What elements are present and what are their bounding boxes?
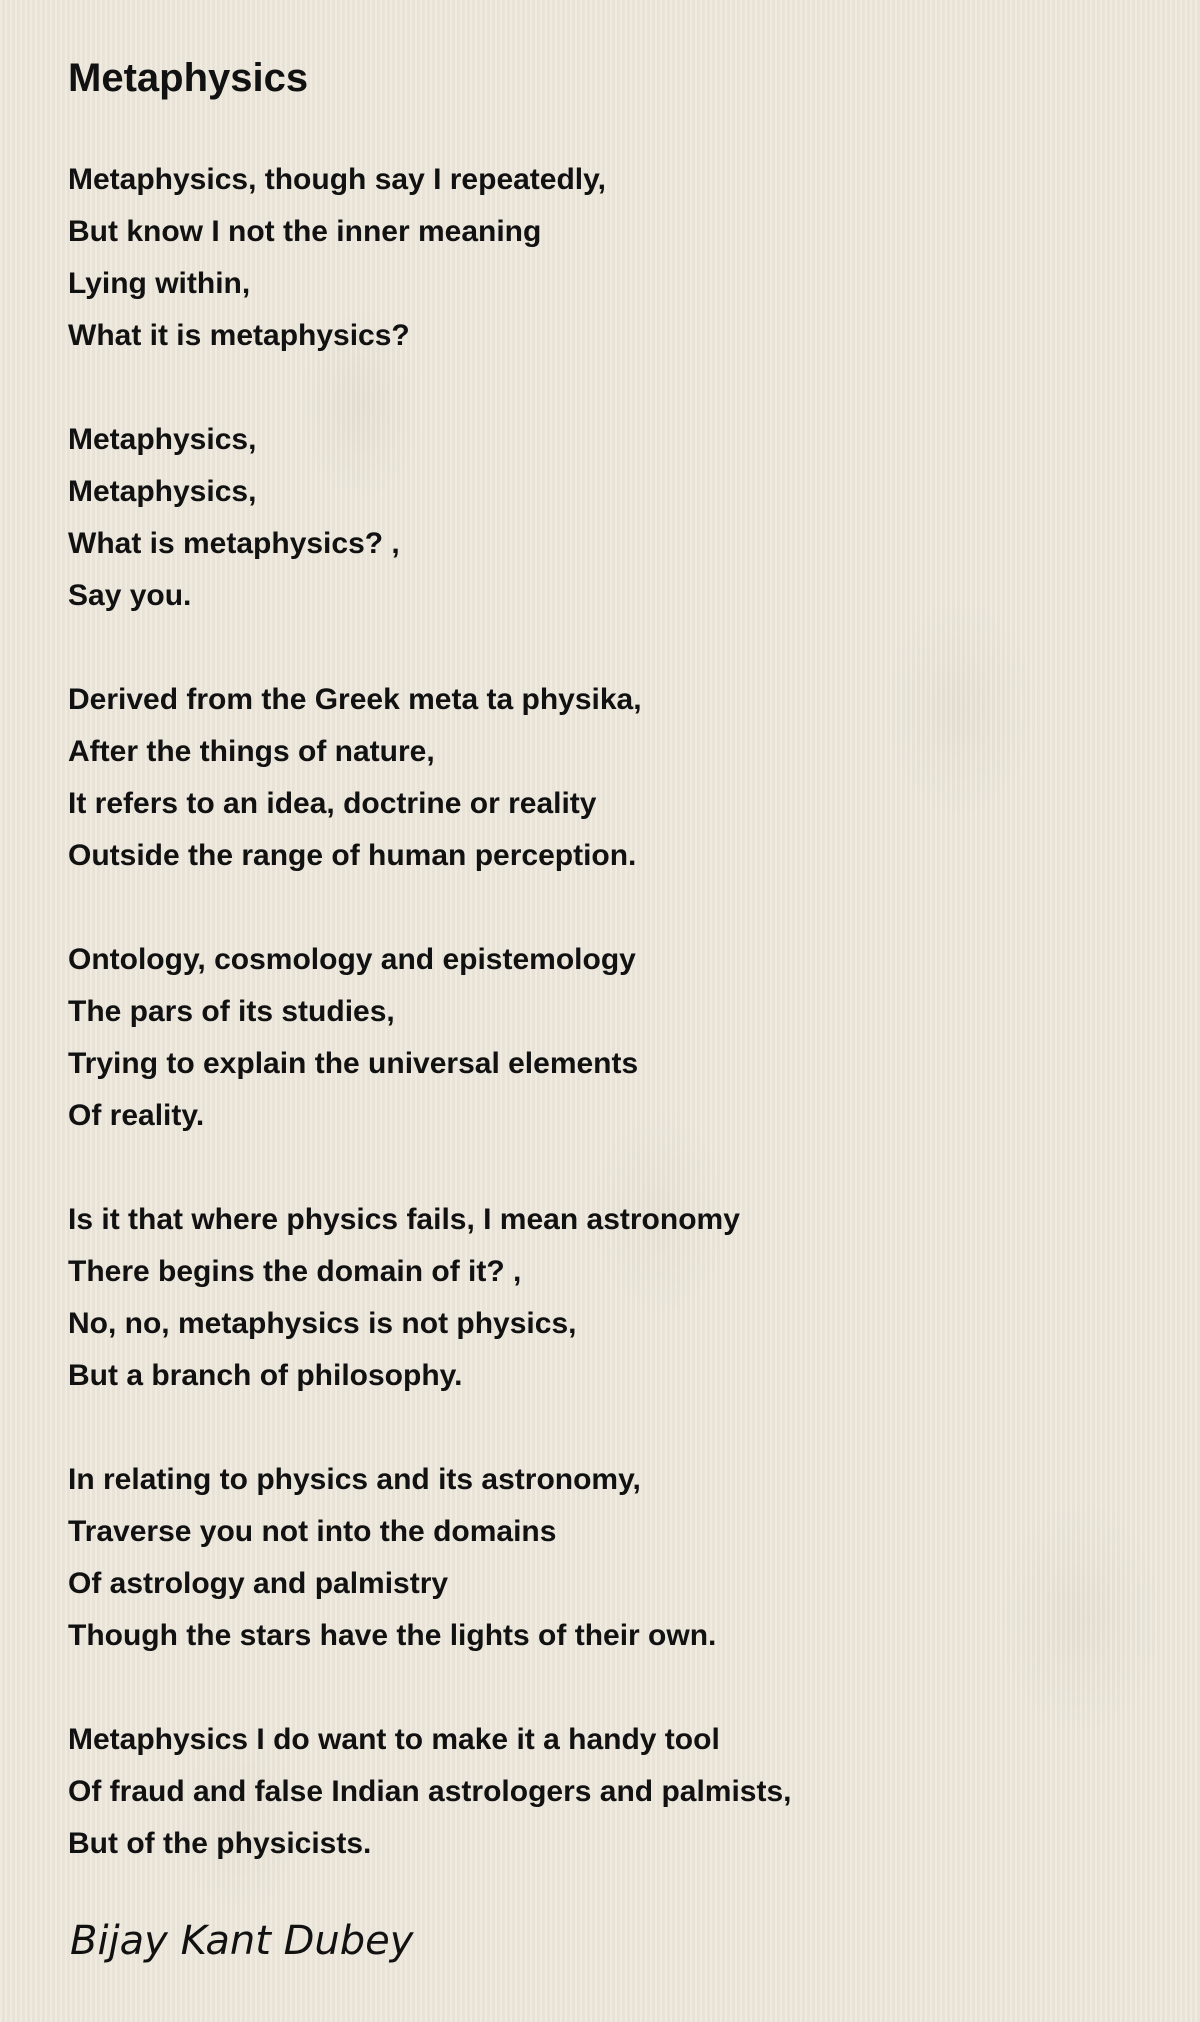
poem-line: But know I not the inner meaning <box>68 215 542 248</box>
stanza <box>68 674 1148 882</box>
poem-line: Traverse you not into the domains <box>68 1515 557 1548</box>
poem-line: Metaphysics, <box>68 475 257 508</box>
poem-line: Metaphysics, <box>68 423 257 456</box>
poem-line: No, no, metaphysics is not physics, <box>68 1307 577 1340</box>
poem-line: Ontology, cosmology and epistemology <box>68 943 636 976</box>
poem-line: Of astrology and palmistry <box>68 1567 449 1600</box>
poem-line: Metaphysics, though say I repeatedly, <box>68 163 606 196</box>
poem-line: Metaphysics I do want to make it a handy tool <box>68 1723 720 1756</box>
poem-line: Outside the range of human perception. <box>68 839 637 872</box>
stanza <box>68 934 1148 1142</box>
stanza <box>68 1194 1148 1402</box>
poem-page <box>68 50 1148 1922</box>
poem-line: What it is metaphysics? <box>68 319 410 352</box>
poem-line: Is it that where physics fails, I mean astronomy <box>68 1203 740 1236</box>
poem-line: Though the stars have the lights of their own. <box>68 1619 717 1652</box>
poem-body <box>68 154 1148 1870</box>
poem-line: But of the physicists. <box>68 1827 372 1860</box>
poem-line: What is metaphysics? , <box>68 527 400 560</box>
poem-line: The pars of its studies, <box>68 995 395 1028</box>
stanza <box>68 1714 1148 1870</box>
poem-line: It refers to an idea, doctrine or reality <box>68 787 597 820</box>
poem-title: Metaphysics <box>68 56 309 100</box>
poem-line: But a branch of philosophy. <box>68 1359 463 1392</box>
poem-line: Lying within, <box>68 267 251 300</box>
poem-line: Trying to explain the universal elements <box>68 1047 639 1080</box>
poem-line: Of reality. <box>68 1099 205 1132</box>
poem-line: Say you. <box>68 579 192 612</box>
poem-line: After the things of nature, <box>68 735 435 768</box>
stanza <box>68 414 1148 622</box>
poem-line: Of fraud and false Indian astrologers and palmists, <box>68 1775 792 1808</box>
stanza <box>68 154 1148 362</box>
stanza <box>68 1454 1148 1662</box>
poem-line: In relating to physics and its astronomy, <box>68 1463 641 1496</box>
poem-author: Bijay Kant Dubey <box>70 1918 414 1964</box>
poem-line: Derived from the Greek meta ta physika, <box>68 683 642 716</box>
poem-line: There begins the domain of it? , <box>68 1255 522 1288</box>
